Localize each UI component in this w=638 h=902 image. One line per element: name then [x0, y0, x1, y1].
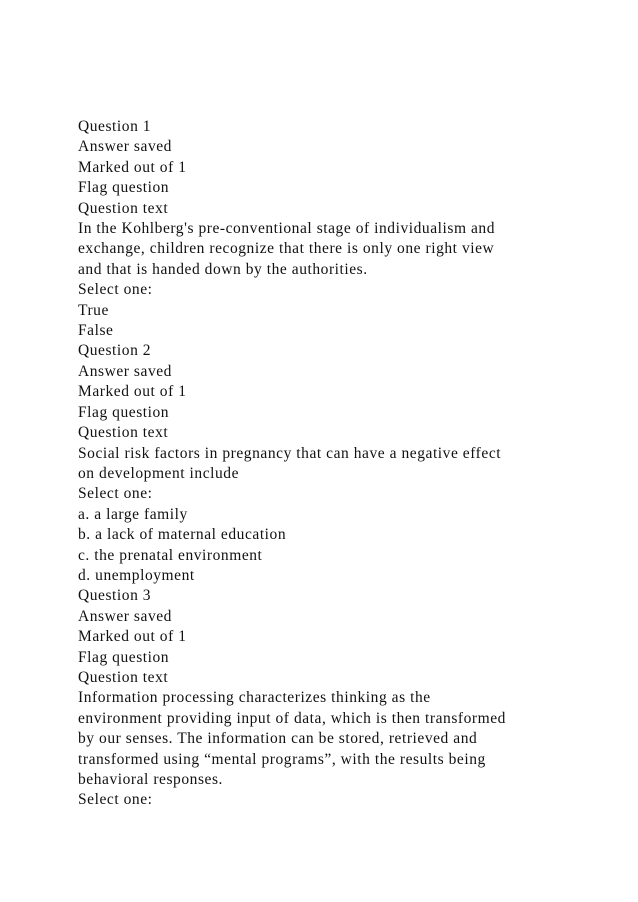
- question-block: [78, 341, 598, 586]
- question-text-line: exchange, children recognize that there is only one right view: [78, 240, 495, 258]
- question-block: [78, 586, 598, 810]
- question-number: Question 3: [78, 587, 152, 605]
- question-text-line: Information processing characterizes thinking as the: [78, 689, 431, 707]
- question-text-line: environment providing input of data, which is then transformed: [78, 709, 506, 727]
- document-page: [78, 117, 598, 811]
- question-text-label: Question text: [78, 199, 169, 217]
- answer-status: Answer saved: [78, 607, 172, 625]
- flag-question-link[interactable]: Flag question: [78, 403, 170, 421]
- answer-option[interactable]: True: [78, 301, 109, 319]
- answer-status: Answer saved: [78, 362, 172, 380]
- answer-status: Answer saved: [78, 138, 172, 156]
- answer-option[interactable]: False: [78, 322, 114, 340]
- question-block: [78, 117, 598, 341]
- question-marks: Marked out of 1: [78, 383, 187, 401]
- question-text-line: by our senses. The information can be stored, retrieved and: [78, 730, 478, 748]
- question-marks: Marked out of 1: [78, 158, 187, 176]
- answer-option[interactable]: a. a large family: [78, 505, 188, 523]
- question-text-label: Question text: [78, 424, 169, 442]
- select-one-prompt: Select one:: [78, 281, 153, 299]
- answer-option[interactable]: d. unemployment: [78, 566, 195, 584]
- question-text-label: Question text: [78, 668, 169, 686]
- select-one-prompt: Select one:: [78, 791, 153, 809]
- flag-question-link[interactable]: Flag question: [78, 648, 170, 666]
- question-text-line: Social risk factors in pregnancy that can have a negative effect: [78, 444, 502, 462]
- answer-option[interactable]: b. a lack of maternal education: [78, 526, 287, 544]
- question-marks: Marked out of 1: [78, 628, 187, 646]
- flag-question-link[interactable]: Flag question: [78, 179, 170, 197]
- answer-option[interactable]: c. the prenatal environment: [78, 546, 263, 564]
- question-text-line: behavioral responses.: [78, 771, 223, 788]
- question-text-line: and that is handed down by the authorities.: [78, 260, 368, 278]
- question-text-line: on development include: [78, 464, 240, 482]
- question-text-line: transformed using “mental programs”, with the results being: [78, 750, 486, 768]
- question-text-line: In the Kohlberg's pre-conventional stage of individualism and: [78, 220, 496, 238]
- question-number: Question 2: [78, 342, 152, 360]
- question-number: Question 1: [78, 118, 152, 135]
- select-one-prompt: Select one:: [78, 485, 153, 503]
